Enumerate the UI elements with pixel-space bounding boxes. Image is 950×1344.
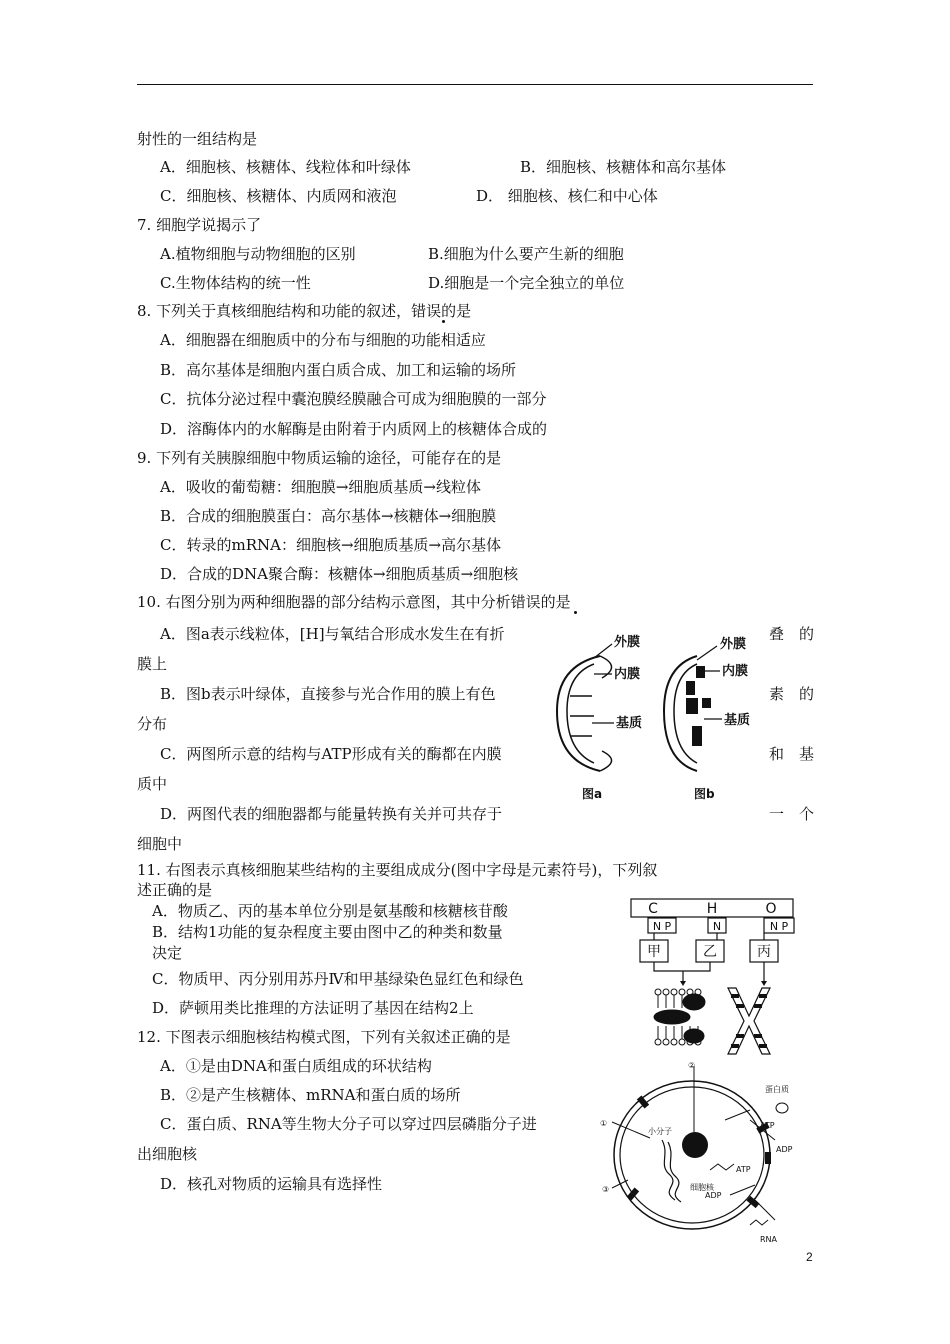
- label-small-molecule: 小分子: [648, 1127, 672, 1136]
- label-a-matrix: 基质: [616, 716, 643, 731]
- text-line: C．抗体分泌过程中囊泡膜经膜融合可成为细胞膜的一部分: [160, 390, 547, 408]
- label-adp-2: ADP: [705, 1191, 722, 1200]
- text-line: A．①是由DNA和蛋白质组成的环状结构: [160, 1057, 432, 1075]
- text-line: 射性的一组结构是: [137, 130, 258, 148]
- text-line: A．细胞核、核糖体、线粒体和叶绿体: [160, 158, 411, 176]
- label-adp-1: ADP: [776, 1145, 793, 1154]
- chromatin: [662, 1140, 675, 1200]
- text-line: A．物质乙、丙的基本单位分别是氨基酸和核糖核苷酸: [152, 902, 508, 920]
- text-line: 述正确的是: [137, 881, 213, 899]
- svg-text:甲: 甲: [647, 944, 661, 960]
- caption-b: 图b: [694, 787, 715, 801]
- label-a-outer: 外膜: [614, 635, 641, 650]
- svg-text:N P: N P: [652, 920, 672, 933]
- text-line: B．图b表示叶绿体，直接参与光合作用的膜上有色: [160, 685, 496, 703]
- svg-text:乙: 乙: [703, 944, 717, 960]
- text-line: B．合成的细胞膜蛋白：高尔基体→核糖体→细胞膜: [160, 507, 497, 525]
- text-line: A.植物细胞与动物细胞的区别: [160, 245, 356, 263]
- label-b-matrix: 基质: [724, 713, 751, 728]
- text-line: C．细胞核、核糖体、内质网和液泡: [160, 187, 397, 205]
- label-b-outer: 外膜: [720, 637, 747, 652]
- text-line: 12. 下图表示细胞核结构模式图，下列有关叙述正确的是: [137, 1028, 511, 1046]
- element-o: O: [765, 901, 777, 917]
- svg-text:N: N: [712, 920, 722, 933]
- membrane-structure-1: [654, 989, 705, 1045]
- text-line-tail: 和 基: [769, 745, 815, 763]
- text-line: B.细胞为什么要产生新的细胞: [428, 245, 624, 263]
- text-line: D．萨顿用类比推理的方法证明了基因在结构2上: [152, 999, 474, 1017]
- text-line: 质中: [137, 775, 168, 793]
- text-line: 11. 右图表示真核细胞某些结构的主要组成成分(图中字母是元素符号)，下列叙: [137, 861, 658, 879]
- text-line: D．合成的DNA聚合酶：核糖体→细胞质基质→细胞核: [160, 565, 519, 583]
- svg-text:丙: 丙: [757, 944, 771, 960]
- mito-cristae: [570, 696, 594, 736]
- text-line-tail: 一 个: [769, 805, 815, 823]
- text-line: 10. 右图分别为两种细胞器的部分结构示意图，其中分析错误的是: [137, 593, 571, 611]
- text-line: C．物质甲、丙分别用苏丹Ⅳ和甲基绿染色显红色和绿色: [152, 970, 524, 988]
- text-line: 细胞中: [137, 835, 183, 853]
- label-protein: 蛋白质: [765, 1085, 789, 1094]
- nucleus-figure: [600, 1060, 800, 1245]
- caption-a: 图a: [582, 787, 603, 801]
- text-line: B．②是产生核糖体、mRNA和蛋白质的场所: [160, 1086, 461, 1104]
- emphasis-dot: [574, 611, 577, 614]
- text-line-tail: 叠 的: [769, 625, 815, 643]
- header-rule: [137, 84, 813, 85]
- svg-text:N P: N P: [769, 920, 789, 933]
- nucleolus: [682, 1132, 708, 1158]
- text-line: A．细胞器在细胞质中的分布与细胞的功能相适应: [160, 331, 486, 349]
- label-nucleus: 细胞核: [690, 1183, 714, 1192]
- organelle-figure: [552, 626, 762, 806]
- text-line: 决定: [152, 944, 183, 962]
- mito-inner-membrane: [567, 664, 594, 763]
- text-line: D． 细胞核、核仁和中心体: [476, 187, 658, 205]
- text-line: D．两图代表的细胞器都与能量转换有关并可共存于: [160, 805, 503, 823]
- composition-figure: [628, 896, 798, 1061]
- text-line: B．细胞核、核糖体和高尔基体: [520, 158, 727, 176]
- text-line: 出细胞核: [137, 1145, 198, 1163]
- page-number: 2: [806, 1250, 813, 1264]
- chloro-grana: [686, 666, 711, 746]
- text-line: B．结构1功能的复杂程度主要由图中乙的种类和数量: [152, 923, 503, 941]
- text-line: A．吸收的葡萄糖：细胞膜→细胞质基质→线粒体: [160, 478, 481, 496]
- text-line: 7. 细胞学说揭示了: [137, 216, 262, 234]
- text-line: A．图a表示线粒体，[H]与氧结合形成水发生在有折: [160, 625, 505, 643]
- text-line: B．高尔基体是细胞内蛋白质合成、加工和运输的场所: [160, 361, 517, 379]
- emphasis-dot: [442, 320, 445, 323]
- label-atp-2: ATP: [736, 1165, 751, 1174]
- marker-3: ③: [602, 1185, 610, 1194]
- text-line: 膜上: [137, 655, 168, 673]
- text-line: 分布: [137, 715, 168, 733]
- text-line: D．溶酶体内的水解酶是由附着于内质网上的核糖体合成的: [160, 420, 548, 438]
- text-line: 8. 下列关于真核细胞结构和功能的叙述，错误的是: [137, 302, 472, 320]
- text-line: D．核孔对物质的运输具有选择性: [160, 1175, 383, 1193]
- marker-2: ②: [688, 1061, 696, 1070]
- text-line: C．转录的mRNA：细胞核→细胞质基质→高尔基体: [160, 536, 502, 554]
- element-h: H: [706, 901, 718, 917]
- label-a-inner: 内膜: [614, 667, 641, 682]
- text-line: 9. 下列有关胰腺细胞中物质运输的途径，可能存在的是: [137, 449, 502, 467]
- label-b-inner: 内膜: [722, 664, 749, 679]
- text-line: C．蛋白质、RNA等生物大分子可以穿过四层磷脂分子进: [160, 1115, 537, 1133]
- label-atp-1: ATP: [760, 1121, 775, 1130]
- text-line: D.细胞是一个完全独立的单位: [428, 274, 625, 292]
- chromosome-structure-2: [728, 988, 770, 1054]
- text-line-tail: 素 的: [769, 685, 815, 703]
- text-line: C.生物体结构的统一性: [160, 274, 311, 292]
- label-rna: RNA: [760, 1235, 778, 1244]
- marker-1: ①: [600, 1119, 608, 1128]
- element-c: C: [648, 901, 658, 917]
- text-line: C．两图所示意的结构与ATP形成有关的酶都在内膜: [160, 745, 502, 763]
